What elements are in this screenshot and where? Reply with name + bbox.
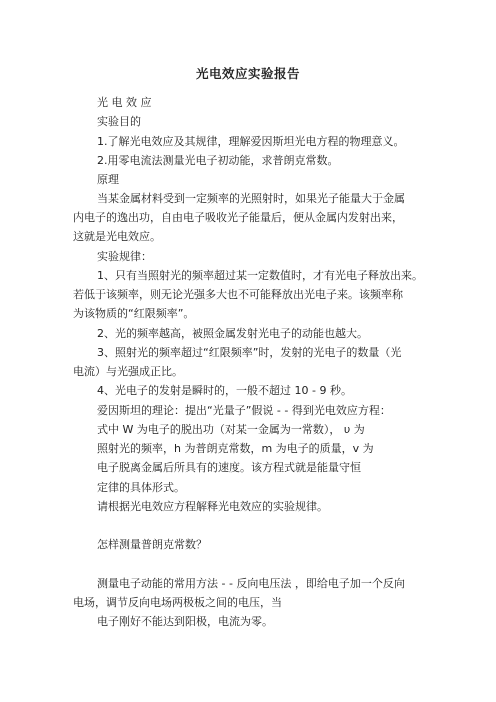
document-title: 光电效应实验报告 <box>195 66 300 81</box>
text-line-measure-3: 电子刚好不能达到阳极，电流为零。 <box>97 615 273 628</box>
text-line-rule-1a: 1、只有当照射光的频率超过某一定数值时，才有光电子释放出来。 <box>97 269 423 282</box>
text-line-principle-heading: 原理 <box>97 173 119 186</box>
text-line-principle-3: 这就是光电效应。 <box>73 230 161 243</box>
text-line-purpose-2: 2.用零电流法测量光电子初动能，求普朗克常数。 <box>97 154 339 167</box>
text-line-equation-note-4: 定律的具体形式。 <box>97 481 185 494</box>
text-line-section-heading: 光 电 效 应 <box>97 96 152 109</box>
text-line-equation-note-1: 式中 W 为电子的脱出功（对某一金属为一常数）， υ 为 <box>97 423 365 436</box>
text-line-rule-3b: 电流）与光强成正比。 <box>73 365 183 378</box>
text-line-rule-1b: 若低于该频率，则无论光强多大也不可能释放出光电子来。该频率称 <box>73 288 403 301</box>
text-line-rule-3a: 3、照射光的频率超过“红限频率”时，发射的光电子的数量（光 <box>97 346 402 359</box>
text-line-measure-1: 测量电子动能的常用方法 - - 反向电压法 ，即给电子加一个反向 <box>97 577 405 590</box>
text-line-planck-question: 怎样测量普朗克常数？ <box>97 538 207 551</box>
text-line-explain-request: 请根据光电效应方程解释光电效应的实验规律。 <box>97 500 328 513</box>
text-line-rule-4: 4、光电子的发射是瞬时的，一般不超过 10 - 9 秒。 <box>97 384 352 397</box>
text-line-principle-1: 当某金属材料受到一定频率的光照射时，如果光子能量大于金属 <box>97 192 405 205</box>
text-line-purpose-1: 1.了解光电效应及其规律，理解爱因斯坦光电方程的物理意义。 <box>97 135 405 148</box>
text-line-einstein-theory: 爱因斯坦的理论：提出“光量子”假说 - - 得到光电效应方程： <box>97 404 391 417</box>
text-line-principle-2: 内电子的逸出功，自由电子吸收光子能量后，便从金属内发射出来， <box>73 211 403 224</box>
text-line-purpose-heading: 实验目的 <box>97 115 141 128</box>
text-line-rule-2: 2、光的频率越高，被照金属发射光电子的动能也越大。 <box>97 327 368 340</box>
text-line-equation-note-3: 电子脱离金属后所具有的速度。该方程式就是能量守恒 <box>97 461 361 474</box>
text-line-equation-note-2: 照射光的频率，h 为普朗克常数，m 为电子的质量，v 为 <box>97 442 374 455</box>
text-line-rules-heading: 实验规律： <box>97 250 152 263</box>
text-line-rule-1c: 为该物质的“红限频率”。 <box>73 307 195 320</box>
text-line-measure-2: 电场，调节反向电场两极板之间的电压，当 <box>73 596 282 609</box>
